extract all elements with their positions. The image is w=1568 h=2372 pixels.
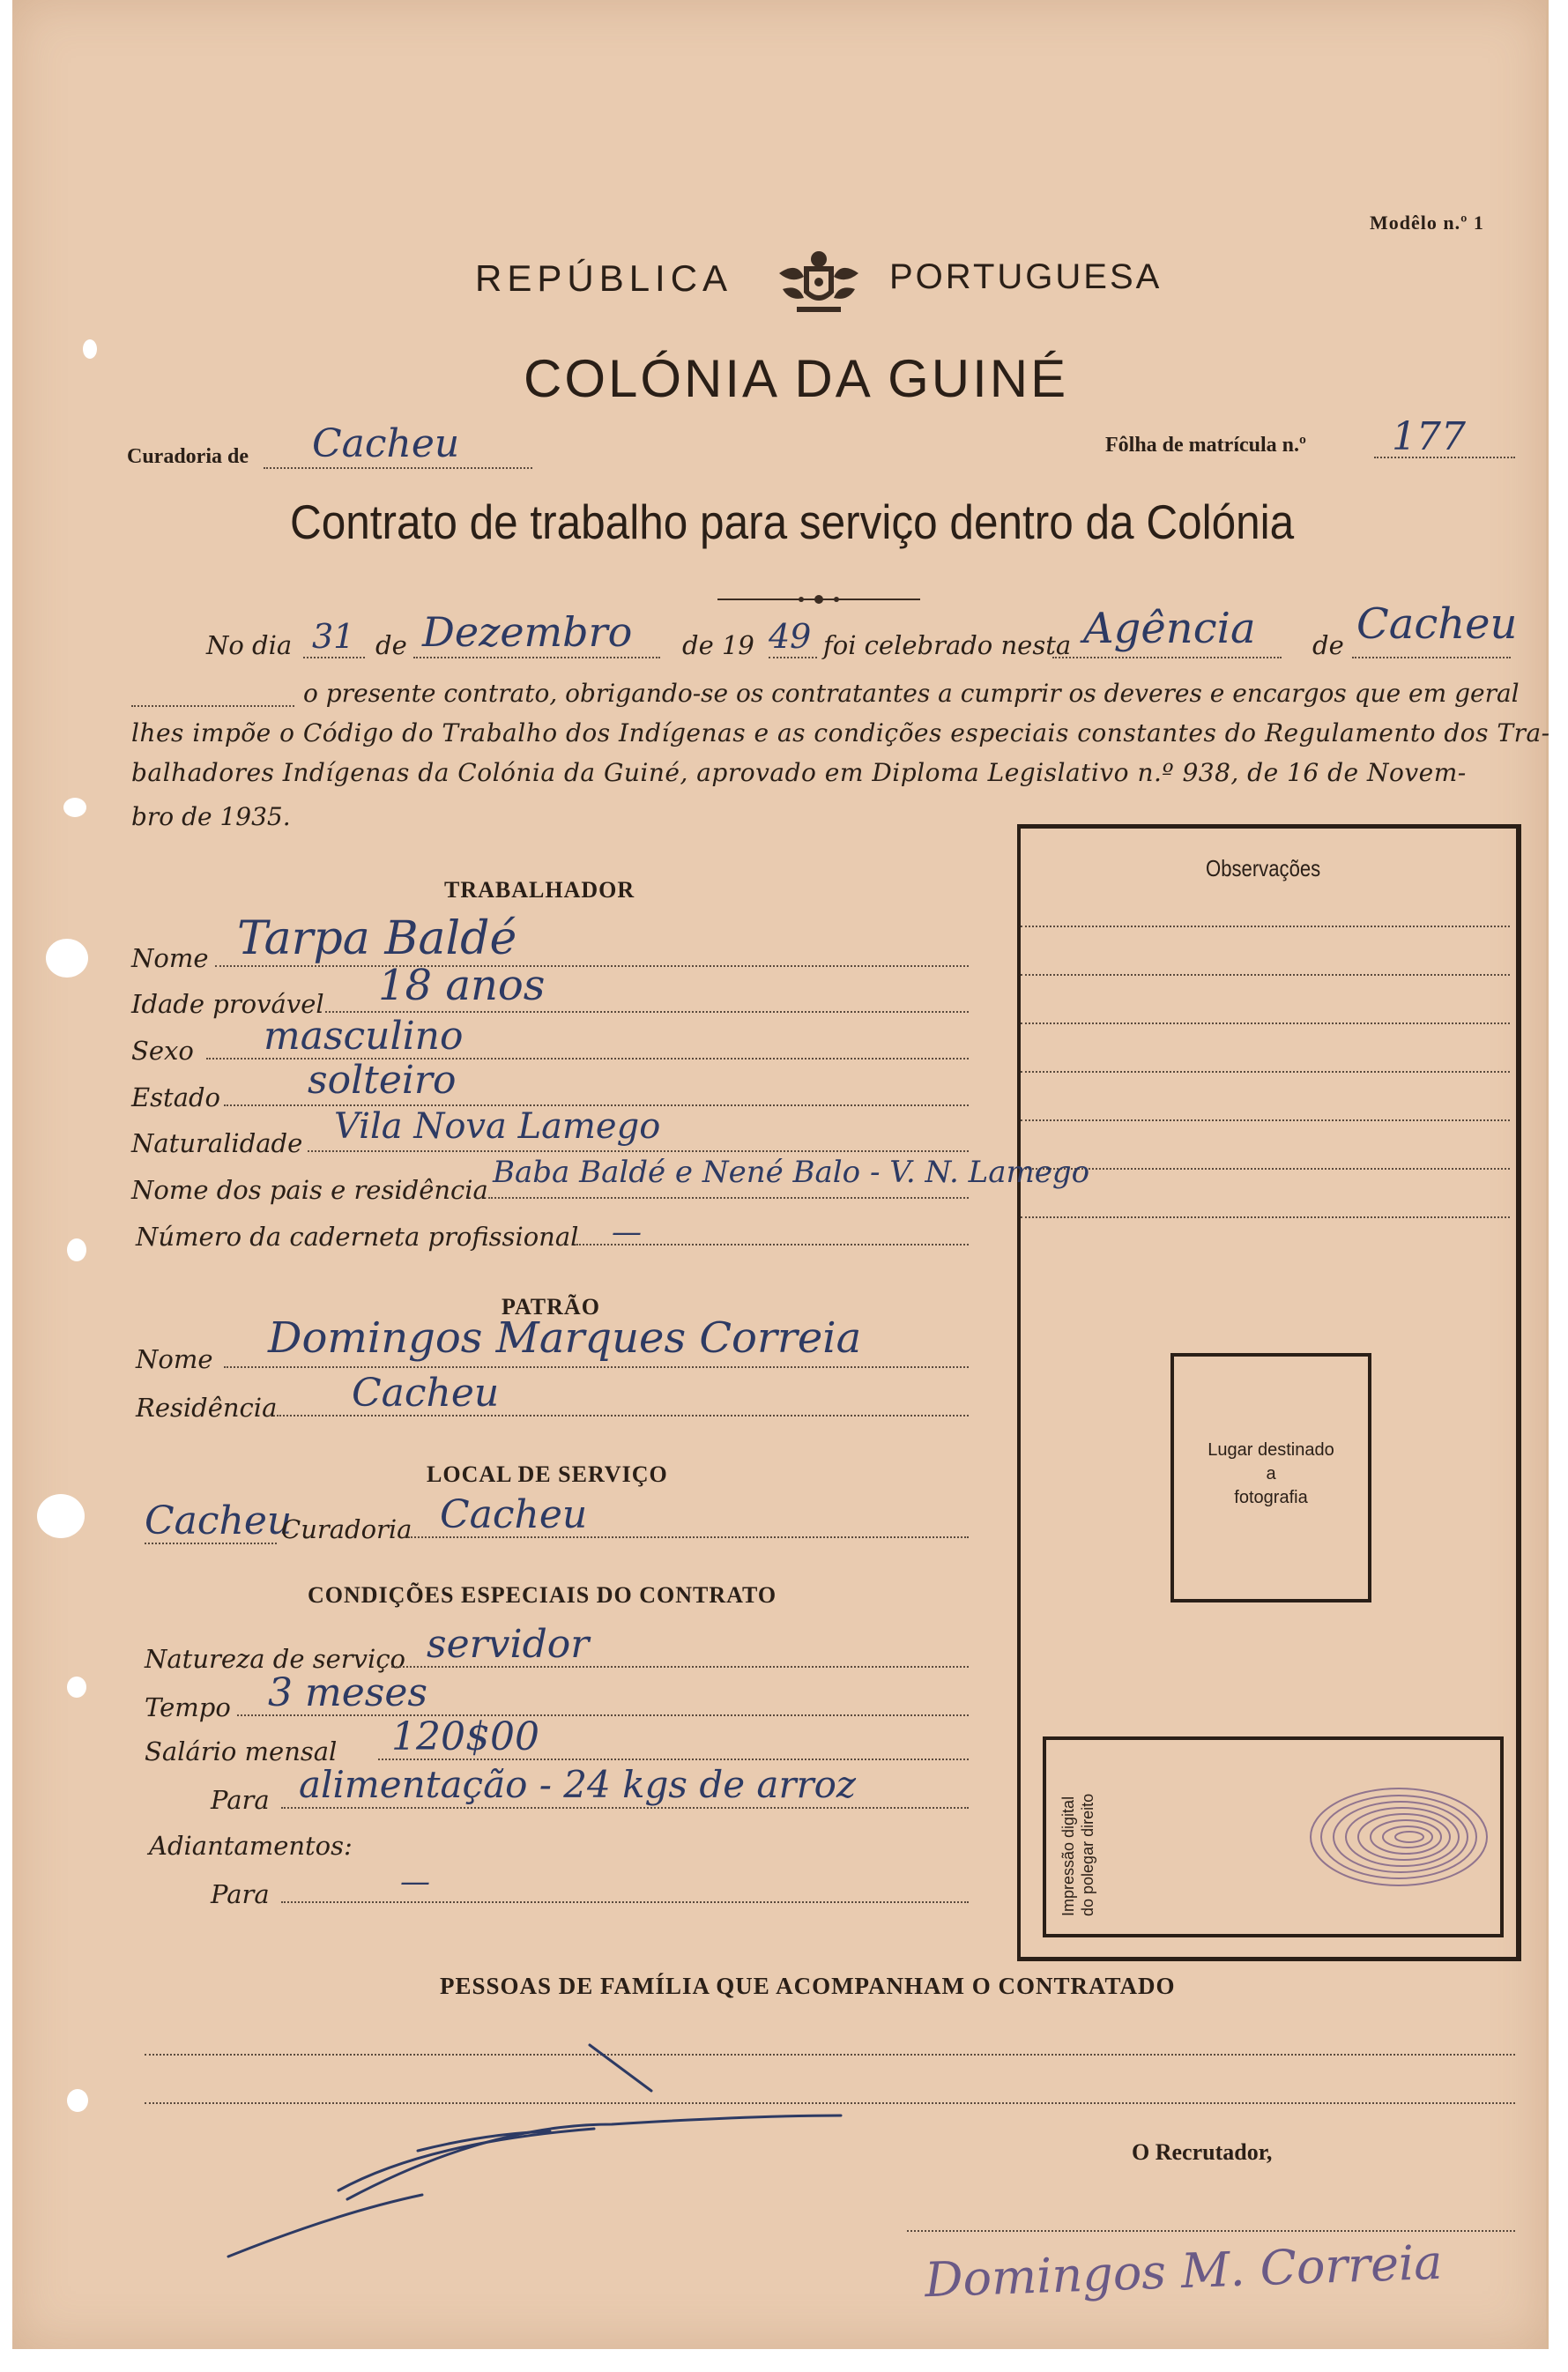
- observation-line: [1021, 1022, 1510, 1024]
- para1-value: alimentação - 24 kgs de arroz: [299, 1763, 857, 1806]
- preamble-line-2: o presente contrato, obrigando-se os contratantes a cumprir os deveres e encargos que em geral: [303, 679, 1520, 708]
- tempo-label: Tempo: [145, 1692, 231, 1722]
- title-ornament: [717, 591, 920, 608]
- city-value: Cacheu: [1356, 599, 1518, 649]
- recrutador-label: O Recrutador,: [1132, 2139, 1273, 2165]
- trabalhador-heading: TRABALHADOR: [444, 877, 635, 903]
- natureza-value: servidor: [427, 1622, 590, 1667]
- document-sheet: [12, 0, 1549, 2349]
- curadoria-label: Curadoria de: [127, 445, 249, 468]
- republic-left: REPÚBLICA: [475, 257, 733, 299]
- cross-out-strokes: [224, 2027, 894, 2274]
- patrao-nome-value: Domingos Marques Correia: [268, 1313, 862, 1363]
- estado-value: solteiro: [308, 1058, 457, 1103]
- place-line: [1052, 657, 1282, 658]
- binder-hole: [67, 2089, 88, 2112]
- natureza-label: Natureza de serviço: [145, 1644, 406, 1674]
- day-line: [303, 657, 365, 658]
- local-heading: LOCAL DE SERVIÇO: [427, 1461, 668, 1487]
- para1-line: [281, 1807, 969, 1809]
- thumb-text-1: Impressão digital: [1059, 1796, 1077, 1916]
- observations-heading: Observações: [1206, 855, 1321, 881]
- residencia-label: Residência: [136, 1393, 278, 1423]
- observation-line: [1021, 1168, 1510, 1170]
- naturalidade-value: Vila Nova Lamego: [334, 1106, 661, 1147]
- patrao-nome-line: [224, 1366, 969, 1368]
- local-curadoria-label: Curadoria: [281, 1514, 412, 1544]
- coat-of-arms-icon: [770, 247, 867, 317]
- pais-label: Nome dos pais e residência: [131, 1175, 488, 1205]
- curadoria-line: [264, 467, 532, 469]
- family-heading: PESSOAS DE FAMÍLIA QUE ACOMPANHAM O CONTRATADO: [440, 1973, 1176, 1999]
- thumb-text-2: do polegar direito: [1079, 1793, 1096, 1916]
- sexo-value: masculino: [264, 1014, 464, 1059]
- celebrado-label: foi celebrado nesta: [823, 630, 1072, 660]
- pais-value: Baba Baldé e Nené Balo - V. N. Lamego: [493, 1155, 1090, 1190]
- tempo-value: 3 meses: [268, 1670, 427, 1715]
- idade-label: Idade provável: [131, 989, 324, 1019]
- binder-hole: [63, 798, 86, 817]
- recrutador-line: [907, 2230, 1515, 2232]
- observations-box: [1017, 824, 1521, 1961]
- observation-line: [1021, 1216, 1510, 1218]
- naturalidade-line: [308, 1150, 969, 1152]
- contract-title: Contrato de trabalho para serviço dentro da Colónia: [290, 494, 1295, 549]
- preamble-lead-line: [131, 705, 294, 707]
- caderneta-label: Número da caderneta profissional: [136, 1222, 579, 1252]
- estado-label: Estado: [131, 1082, 221, 1112]
- curadoria-value: Cacheu: [312, 421, 460, 466]
- thumbprint-box: [1043, 1736, 1504, 1937]
- sexo-label: Sexo: [131, 1036, 194, 1066]
- observation-line: [1021, 926, 1510, 927]
- year-value: 49: [769, 617, 812, 656]
- idade-value: 18 anos: [378, 961, 546, 1010]
- para2-label: Para: [211, 1879, 270, 1909]
- adiantamentos-label: Adiantamentos:: [149, 1831, 353, 1861]
- photo-text-2: a: [1266, 1464, 1276, 1483]
- year-prefix: de 19: [682, 630, 754, 660]
- place-value: Agência: [1083, 604, 1256, 653]
- folha-value: 177: [1392, 414, 1466, 459]
- binder-hole: [46, 939, 88, 978]
- model-number: Modêlo n.º 1: [1370, 212, 1484, 234]
- observation-line: [1021, 974, 1510, 976]
- preamble-line-3: lhes impõe o Código do Trabalho dos Indígenas e as condições especiais constantes do Regulamento dos Tra-: [131, 718, 1550, 747]
- de-label-1: de: [375, 630, 407, 660]
- para2-value: —: [400, 1864, 430, 1900]
- salario-label: Salário mensal: [145, 1736, 338, 1766]
- photo-box: [1170, 1353, 1371, 1602]
- salario-value: 120$00: [391, 1714, 539, 1759]
- patrao-heading: PATRÃO: [502, 1294, 600, 1320]
- thumb-label: [1059, 1740, 1097, 1916]
- para1-label: Para: [211, 1785, 270, 1815]
- residencia-value: Cacheu: [352, 1371, 500, 1416]
- recrutador-signature: Domingos M. Correia: [924, 2234, 1444, 2309]
- no-dia-label: No dia: [206, 630, 293, 660]
- thumbprint-image: [1293, 1780, 1496, 1894]
- local-place-value: Cacheu: [145, 1498, 293, 1543]
- pais-line: [488, 1197, 969, 1199]
- month-line: [413, 657, 660, 658]
- de-label-2: de: [1312, 630, 1344, 660]
- idade-line: [325, 1011, 969, 1013]
- folha-label: Fôlha de matrícula n.º: [1105, 434, 1306, 457]
- city-line: [1352, 657, 1511, 658]
- nome-label: Nome: [131, 943, 209, 973]
- local-curadoria-value: Cacheu: [440, 1492, 588, 1537]
- observation-line: [1021, 1071, 1510, 1073]
- patrao-nome-label: Nome: [136, 1344, 213, 1374]
- naturalidade-label: Naturalidade: [131, 1128, 303, 1158]
- binder-hole: [37, 1494, 85, 1538]
- binder-hole: [67, 1677, 86, 1698]
- year-line: [769, 657, 817, 658]
- photo-text-1: Lugar destinado: [1208, 1440, 1334, 1460]
- nome-line: [215, 965, 969, 967]
- observation-line: [1021, 1119, 1510, 1121]
- para2-line: [281, 1901, 969, 1903]
- day-value: 31: [312, 617, 355, 656]
- binder-hole: [83, 339, 97, 359]
- preamble-line-5: bro de 1935.: [131, 802, 291, 831]
- photo-text-3: fotografia: [1234, 1488, 1308, 1507]
- republic-right: PORTUGUESA: [889, 257, 1163, 296]
- month-value: Dezembro: [422, 608, 633, 656]
- preamble-line-4: balhadores Indígenas da Colónia da Guiné, aprovado em Diploma Legislativo n.º 938, de 16 de Novem-: [131, 758, 1467, 787]
- nome-value: Tarpa Baldé: [237, 912, 517, 965]
- binder-hole: [67, 1238, 86, 1261]
- colony-title: COLÓNIA DA GUINÉ: [524, 349, 1069, 408]
- condicoes-heading: CONDIÇÕES ESPECIAIS DO CONTRATO: [308, 1582, 777, 1608]
- caderneta-value: —: [612, 1215, 642, 1250]
